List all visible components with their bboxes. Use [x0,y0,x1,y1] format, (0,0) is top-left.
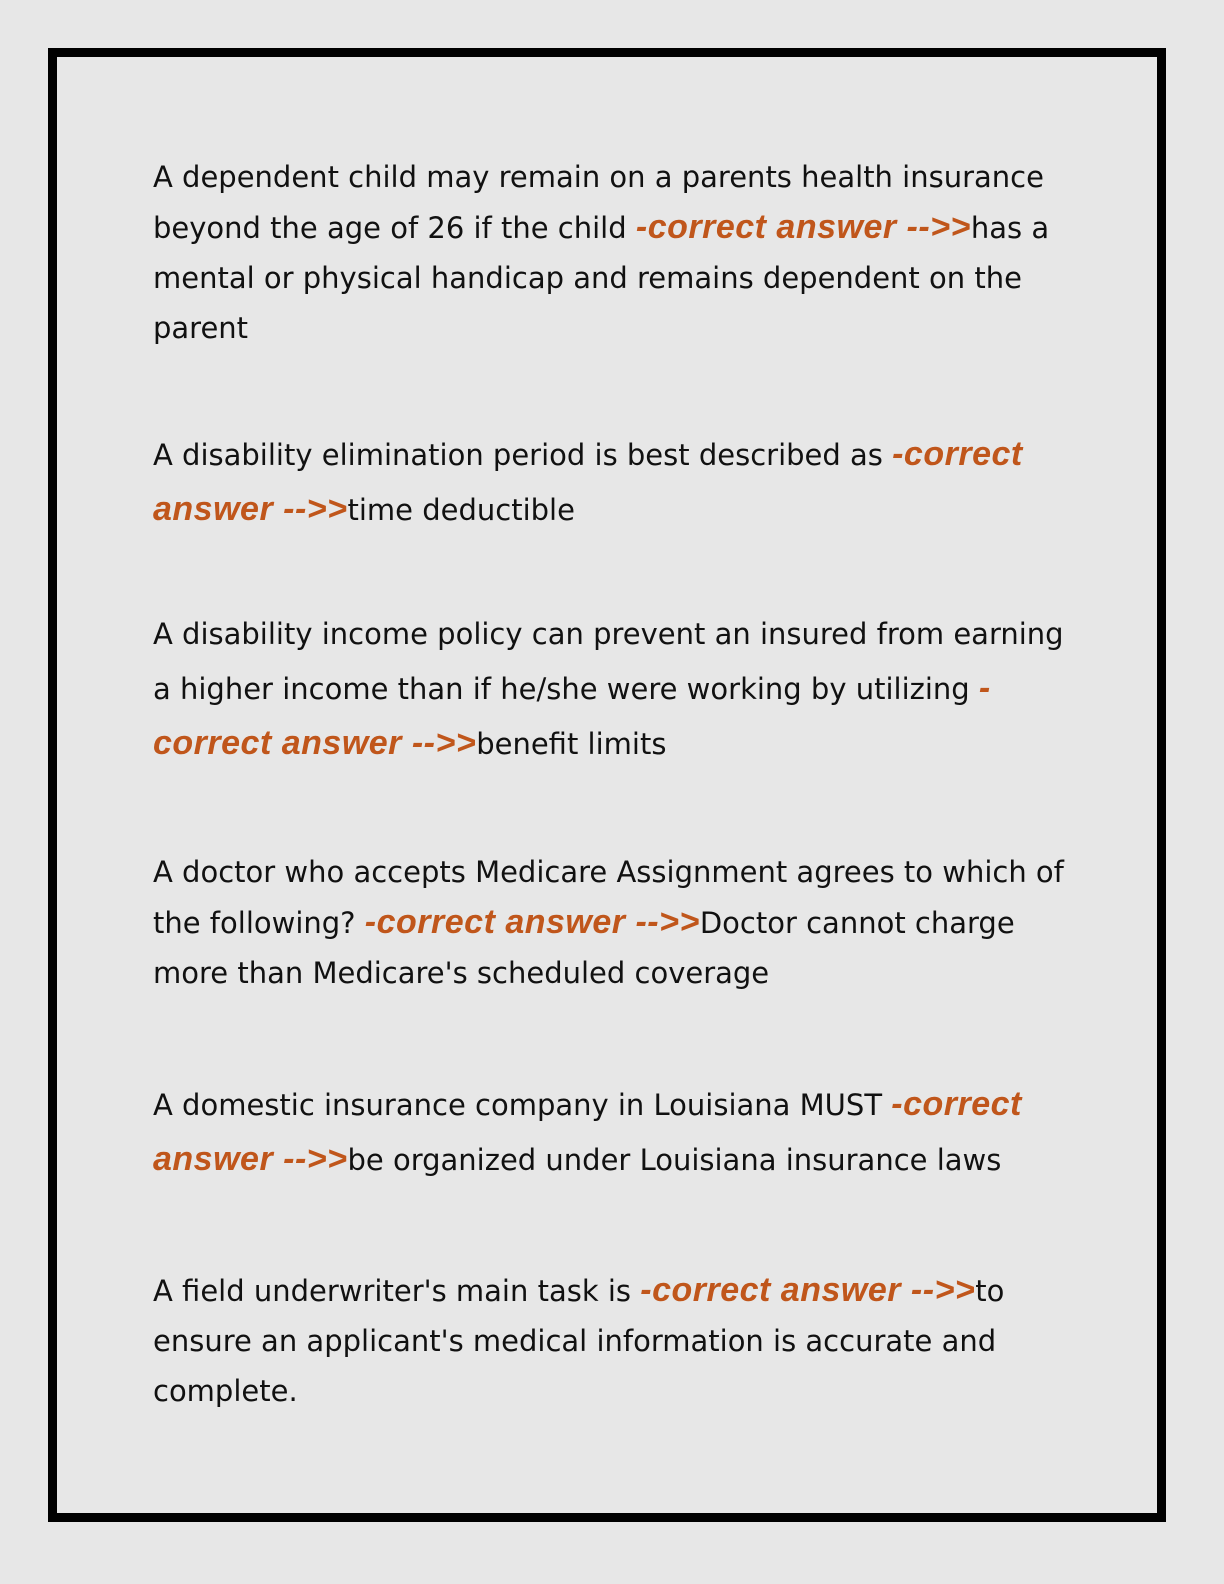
answer-text: to ensure an applicant's medical information is accurate and complete. [153,1274,1005,1408]
question-text: A disability income policy can prevent an insured from earning a higher income than if he/she were working by utilizing [153,617,1064,706]
correct-answer-marker: -correct answer -->> [153,435,1023,528]
question-text: A domestic insurance company in Louisiana MUST [153,1088,892,1122]
answer-text: time deductible [347,493,575,527]
qa-item-2 [153,427,1083,537]
qa-item-4 [153,847,1083,998]
answer-text: benefit limits [476,727,667,761]
answer-text: be organized under Louisiana insurance laws [347,1143,1002,1177]
question-text: A field underwriter's main task is [153,1274,641,1308]
question-text: A dependent child may remain on a parents health insurance beyond the age of 26 if the child [153,160,1044,245]
qa-item-5 [153,1077,1083,1187]
correct-answer-marker: -correct answer -->> [364,903,700,941]
correct-answer-marker: -correct answer -->> [640,1271,976,1309]
correct-answer-marker: -correct answer -->> [153,669,991,762]
correct-answer-marker: -correct answer -->> [635,208,971,246]
answer-text: Doctor cannot charge more than Medicare's scheduled coverage [153,906,1015,990]
question-text: A disability elimination period is best described as [153,438,893,472]
question-text: A doctor who accepts Medicare Assignment agrees to which of the following? [153,855,1064,940]
answer-text: has a mental or physical handicap and remains dependent on the parent [153,211,1050,345]
qa-item-1 [153,152,1083,353]
page-border-frame [48,48,1166,1522]
correct-answer-marker: -correct answer -->> [153,1085,1022,1178]
qa-item-3 [153,607,1083,771]
qa-item-6 [153,1265,1083,1416]
